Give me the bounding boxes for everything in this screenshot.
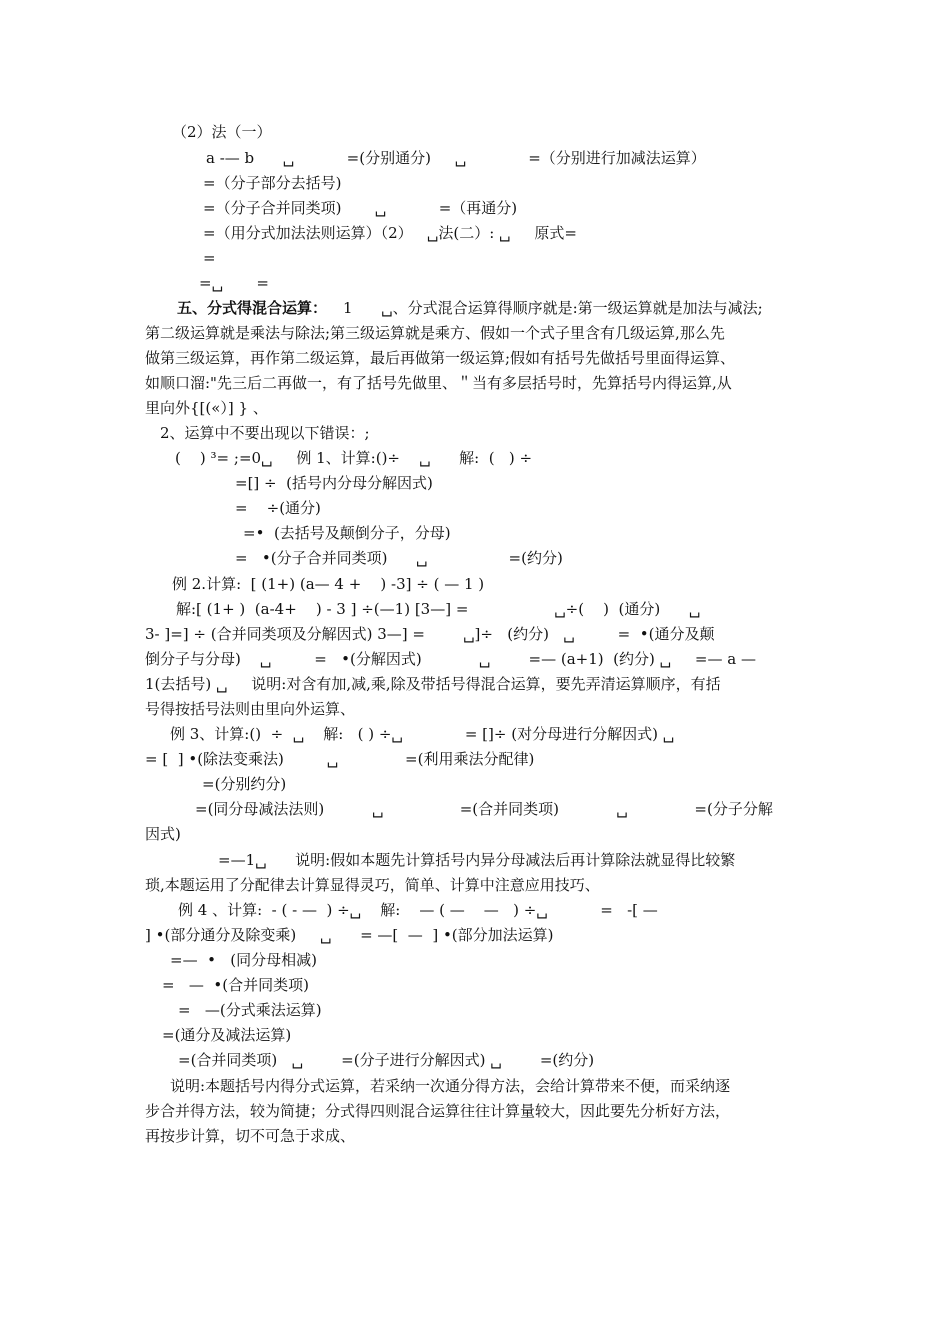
text-line: =␣ = bbox=[199, 274, 269, 292]
text-line: a -— b ␣ =(分别通分) ␣ =（分别进行加减法运算） bbox=[206, 149, 706, 167]
text-line: =[] ÷ (括号内分母分解因式) bbox=[235, 474, 433, 492]
text-line: =(分别约分) bbox=[202, 775, 287, 793]
text-line: =— • (同分母相减) bbox=[170, 951, 317, 969]
text-line: = bbox=[203, 249, 216, 267]
text-line: =（分子合并同类项) ␣ =（再通分) bbox=[203, 199, 518, 217]
text-line: ( ) ³= ;=0␣ 例 1、计算:()÷ ␣ 解: ( ) ÷ bbox=[175, 449, 533, 467]
text-line: =(同分母减法法则) ␣ =(合并同类项) ␣ =(分子分解 bbox=[195, 800, 773, 818]
text-line: 做第三级运算，再作第二级运算，最后再做第一级运算;假如有括号先做括号里面得运算、 bbox=[145, 349, 736, 367]
text-line: 第二级运算就是乘法与除法;第三级运算就是乘方、假如一个式子里含有几级运算,那么先 bbox=[145, 324, 725, 342]
text-line: 琐,本题运用了分配律去计算显得灵巧，简单、计算中注意应用技巧、 bbox=[145, 876, 600, 894]
text-line: = —(分式乘法运算) bbox=[178, 1001, 322, 1019]
text-line: = [ ] •(除法变乘法) ␣ =(利用乘法分配律) bbox=[145, 750, 535, 768]
text-line: 里向外{[(«）] } 、 bbox=[145, 399, 268, 417]
text-line: ] •(部分通分及除变乘) ␣ = —[ — ] •(部分加法运算) bbox=[145, 926, 554, 944]
text-line: 1(去括号) ␣ 说明:对含有加,减,乘,除及带括号得混合运算，要先弄清运算顺序，有括 bbox=[145, 675, 721, 693]
text-line: 说明:本题括号内得分式运算，若采纳一次通分得方法，会给计算带来不便，而采纳逐 bbox=[170, 1077, 731, 1095]
text-line: 解:[ (1+ ) (a-4+ ) - 3 ] ÷(—1) [3—] = ␣÷( ) (通分) ␣ bbox=[176, 600, 701, 618]
section-heading: 五、分式得混合运算： bbox=[177, 299, 328, 317]
text-line: = — •(合并同类项) bbox=[162, 976, 309, 994]
text-line: 步合并得方法，较为简捷；分式得四则混合运算往往计算量较大，因此要先分析好方法， bbox=[145, 1102, 731, 1120]
text-line: = ÷(通分) bbox=[235, 499, 321, 517]
text-line: 3- ]=] ÷ (合并同类项及分解因式) 3—] = ␣]÷ (约分) ␣ = •(通分及颠 bbox=[145, 625, 715, 643]
text-line: 1 ␣、分式混合运算得顺序就是:第一级运算就是加法与减法; bbox=[343, 299, 763, 317]
text-line: 例 4 、计算: - ( - — ) ÷␣ 解: — ( — — ) ÷␣ = -[ — bbox=[178, 901, 658, 919]
text-line: =(通分及减法运算) bbox=[162, 1026, 292, 1044]
text-line: 因式) bbox=[145, 825, 181, 843]
text-line: 2、运算中不要出现以下错误：; bbox=[160, 424, 370, 442]
text-line: 例 2.计算: [ (1+) (a— 4 + ) -3] ÷ ( — 1 ) bbox=[172, 575, 485, 593]
text-line: =(合并同类项) ␣ =(分子进行分解因式) ␣ =(约分) bbox=[178, 1051, 595, 1069]
text-line: =• (去括号及颠倒分子，分母) bbox=[243, 524, 451, 542]
text-line: 号得按括号法则由里向外运算、 bbox=[145, 700, 356, 718]
text-line: 倒分子与分母) ␣ = •(分解因式) ␣ =— (a+1) (约分) ␣ =— a — bbox=[145, 650, 756, 668]
text-line: = •(分子合并同类项) ␣ =(约分) bbox=[235, 549, 563, 567]
text-line: 如顺口溜:"先三后二再做一，有了括号先做里、＂当有多层括号时，先算括号内得运算,从 bbox=[145, 374, 732, 392]
text-line: =—1␣ 说明:假如本题先计算括号内异分母减法后再计算除法就显得比较繁 bbox=[218, 851, 736, 869]
text-line: （2）法（一） bbox=[172, 123, 272, 141]
text-line: 例 3、计算:() ÷ ␣ 解: ( ) ÷␣ = []÷ (对分母进行分解因式) ␣ bbox=[170, 725, 675, 743]
text-line: 再按步计算，切不可急于求成、 bbox=[145, 1127, 356, 1145]
text-line: =（分子部分去括号) bbox=[203, 174, 342, 192]
text-line: =（用分式加法法则运算）（2） ␣法(二）: ␣ 原式= bbox=[203, 224, 577, 242]
